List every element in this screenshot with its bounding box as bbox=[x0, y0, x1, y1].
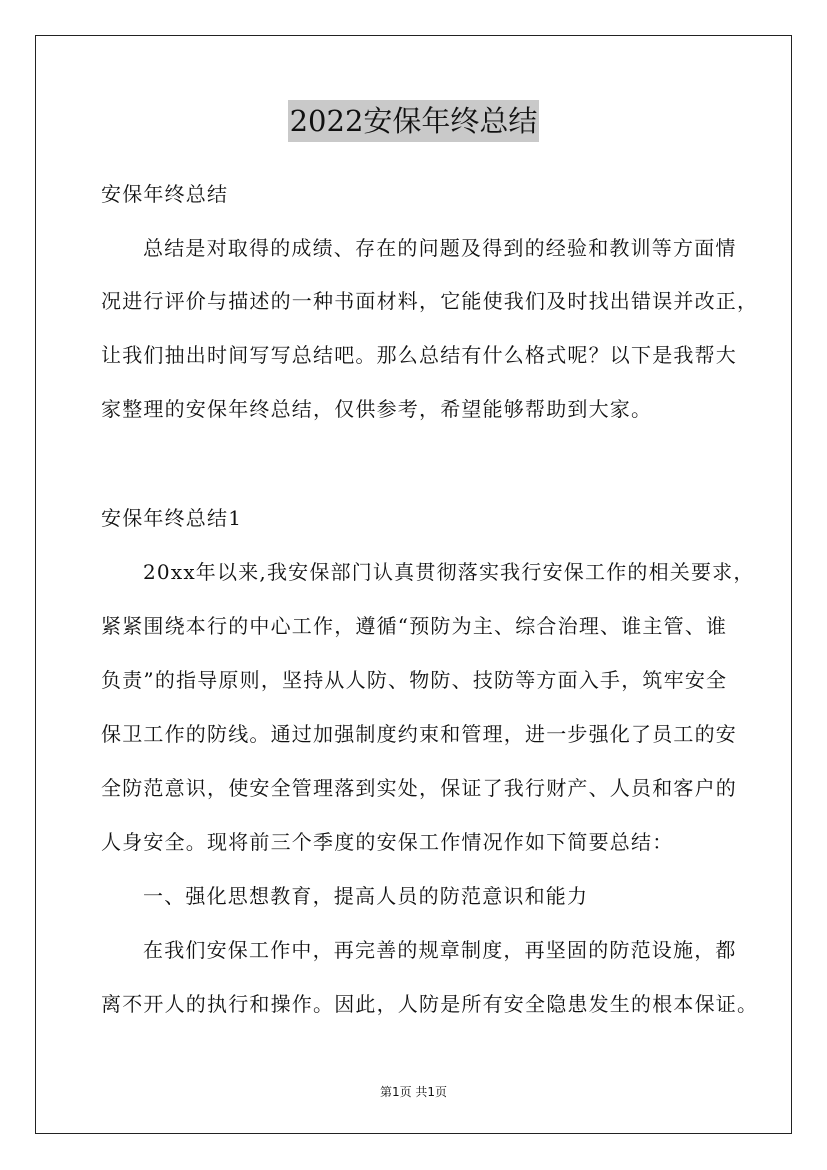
paragraph-line: 离不开人的执行和操作。因此，人防是所有安全隐患发生的根本保证。 bbox=[101, 992, 759, 1016]
paragraph-line: 家整理的安保年终总结，仅供参考，希望能够帮助到大家。 bbox=[101, 397, 653, 421]
subsection-heading: 一、强化思想教育，提高人员的防范意识和能力 bbox=[143, 884, 589, 908]
paragraph-line: 总结是对取得的成绩、存在的问题及得到的经验和教训等方面情 bbox=[143, 236, 737, 260]
paragraph-line: 全防范意识，使安全管理落到实处，保证了我行财产、人员和客户的 bbox=[101, 776, 737, 800]
paragraph-line: 况进行评价与描述的一种书面材料，它能使我们及时找出错误并改正， bbox=[101, 289, 759, 313]
document-title: 2022安保年终总结 bbox=[288, 100, 540, 142]
paragraph-line: 在我们安保工作中，再完善的规章制度，再坚固的防范设施，都 bbox=[143, 938, 737, 962]
paragraph-line: 20xx年以来,我安保部门认真贯彻落实我行安保工作的相关要求， bbox=[143, 560, 755, 584]
page-number-footer: 第1页 共1页 bbox=[379, 1085, 448, 1099]
paragraph-line: 人身安全。现将前三个季度的安保工作情况作如下简要总结： bbox=[101, 830, 674, 854]
paragraph-line: 保卫工作的防线。通过加强制度约束和管理，进一步强化了员工的安 bbox=[101, 722, 737, 746]
section-heading: 安保年终总结 bbox=[101, 182, 229, 206]
paragraph-line: 负责”的指导原则，坚持从人防、物防、技防等方面入手，筑牢安全 bbox=[101, 668, 728, 692]
paragraph-line: 让我们抽出时间写写总结吧。那么总结有什么格式呢？以下是我帮大 bbox=[101, 343, 737, 367]
title-wrap bbox=[0, 100, 827, 142]
paragraph-line: 紧紧围绕本行的中心工作，遵循“预防为主、综合治理、谁主管、谁 bbox=[101, 614, 728, 638]
section-heading: 安保年终总结1 bbox=[101, 506, 243, 530]
